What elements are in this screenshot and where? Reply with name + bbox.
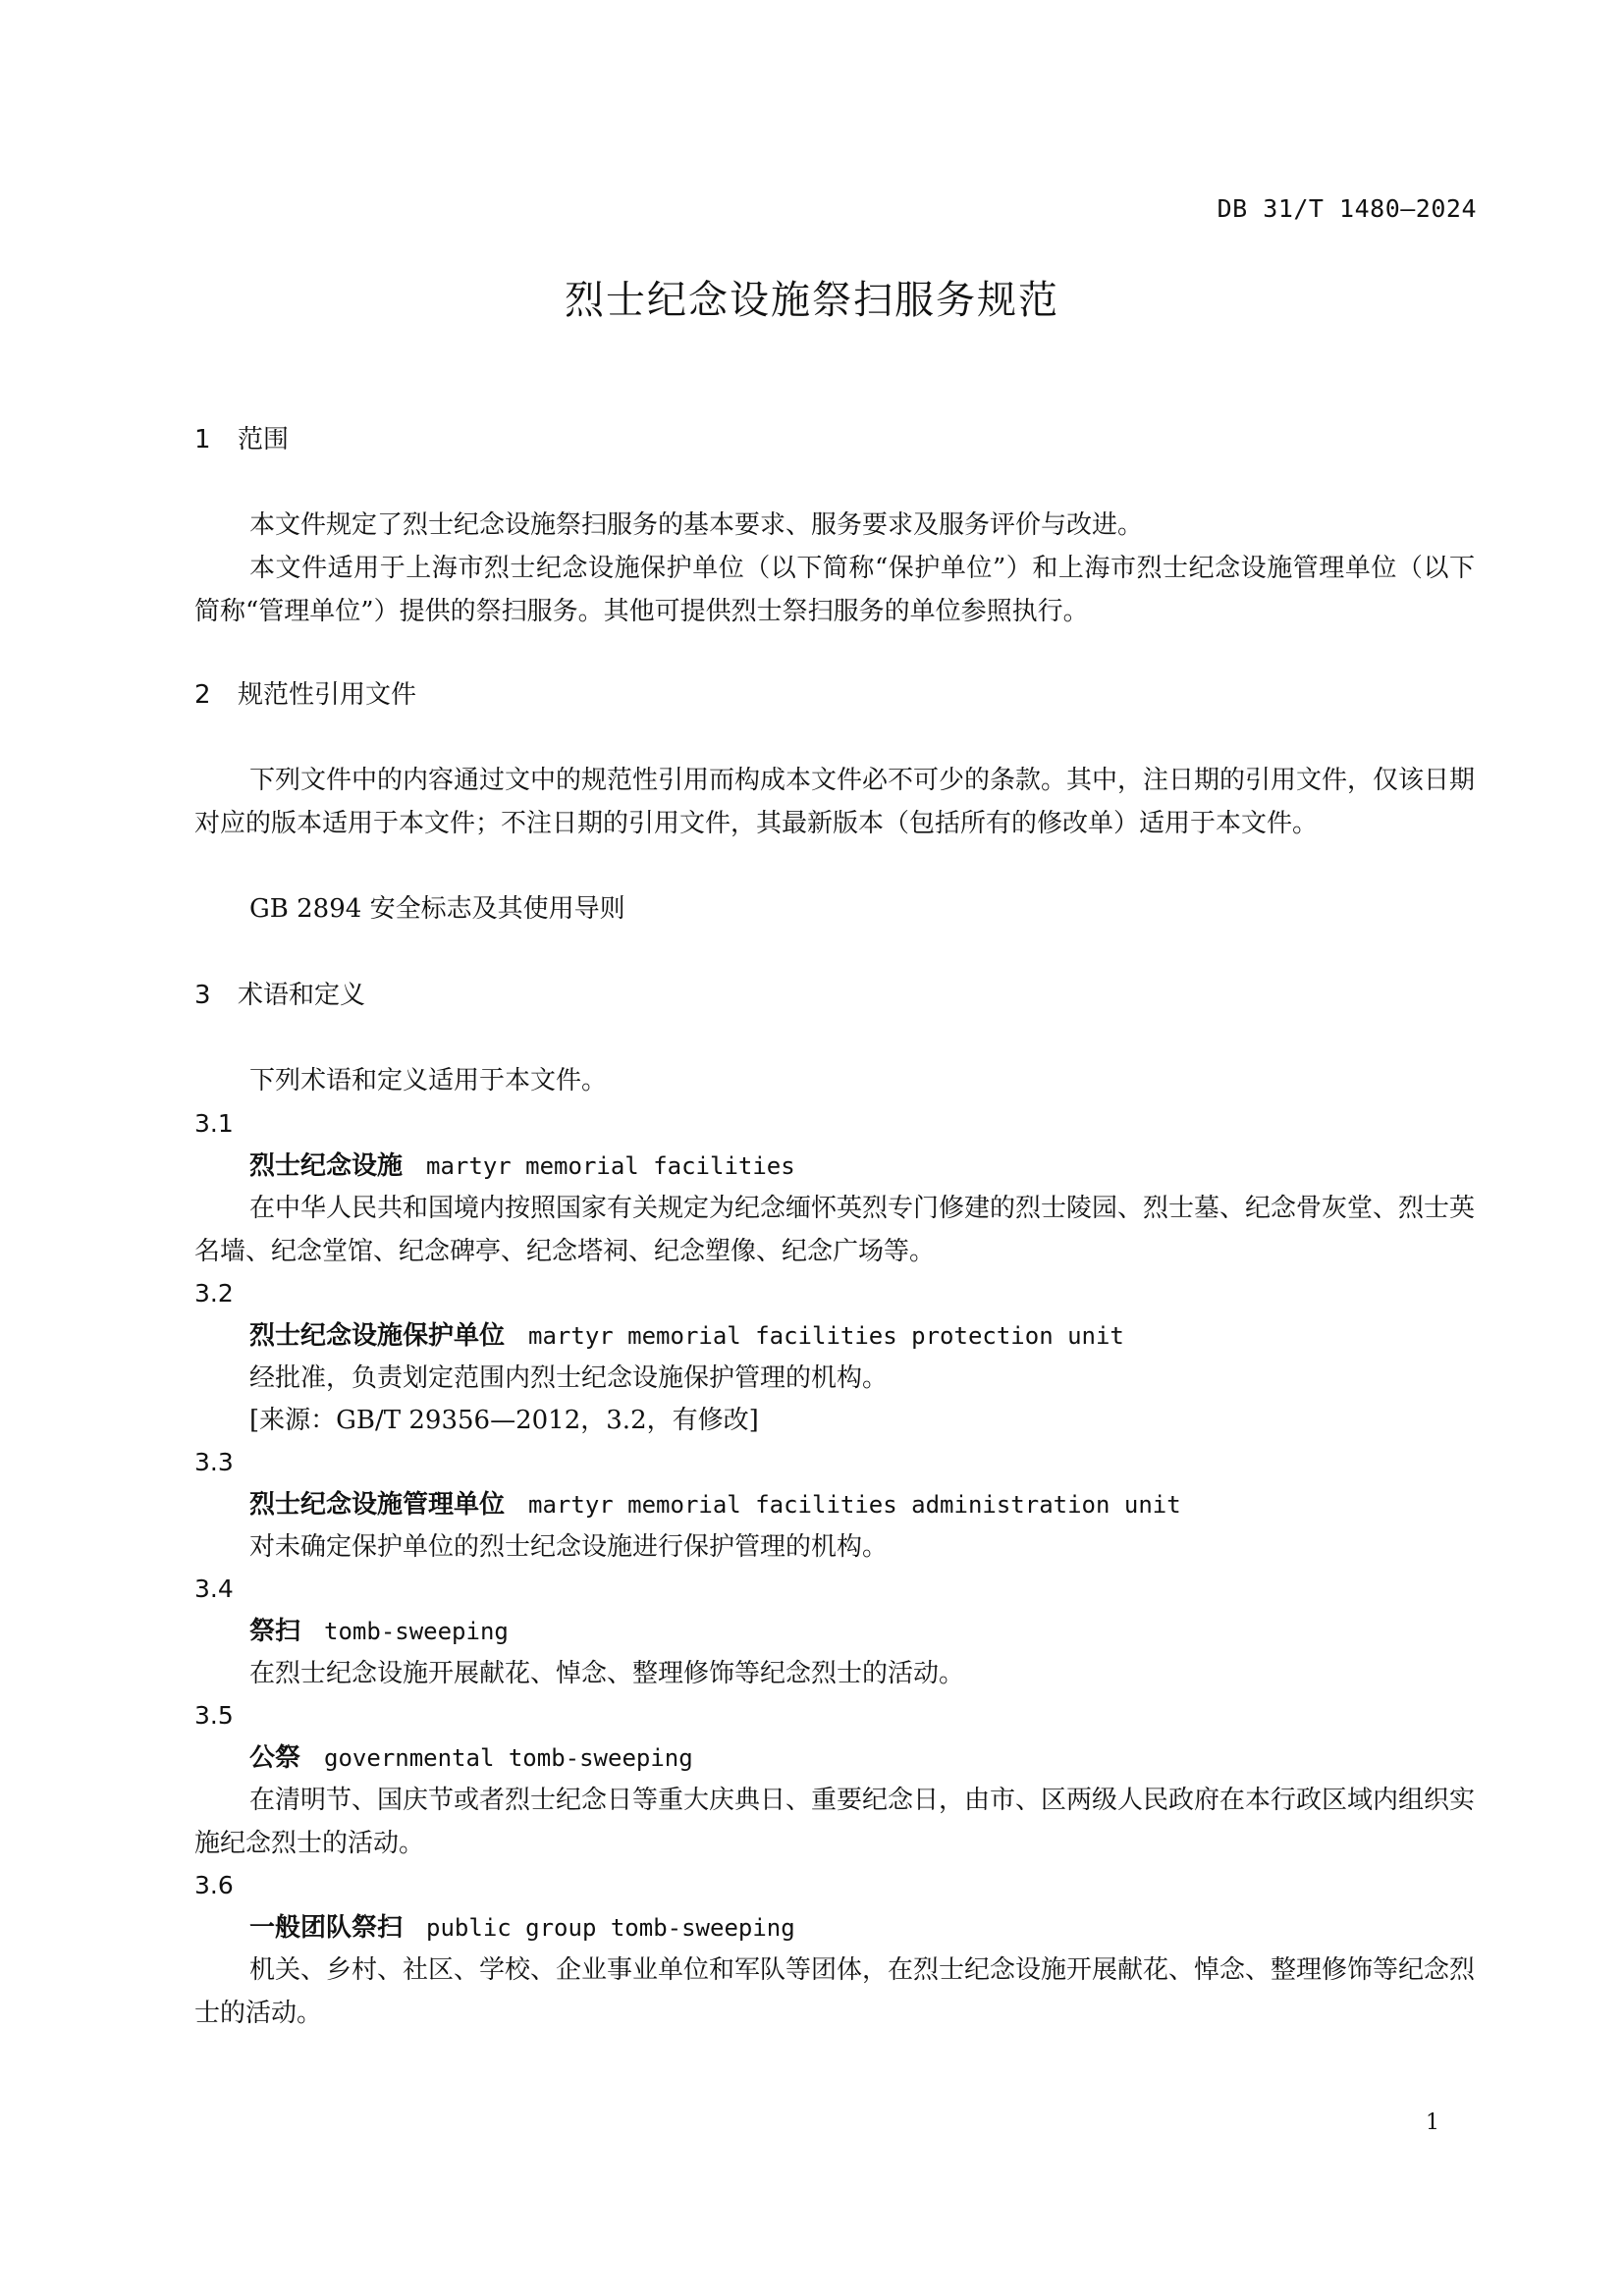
clause-number: 3.5: [194, 1701, 234, 1730]
term-definition: 在清明节、国庆节或者烈士纪念日等重大庆典日、重要纪念日，由市、区两级人民政府在本行政区域内组织实施纪念烈士的活动。: [194, 1786, 1476, 1858]
term-english: martyr memorial facilities: [426, 1152, 795, 1180]
term-english: public group tomb-sweeping: [426, 1914, 795, 1942]
term-entry: [194, 1145, 1526, 1188]
section-1-paragraph-2: 本文件适用于上海市烈士纪念设施保护单位（以下简称“保护单位”）和上海市烈士纪念设施管理单位（以下简称“管理单位”）提供的祭扫服务。其他可提供烈士祭扫服务的单位参照执行。: [194, 554, 1475, 626]
clause-number: 3.6: [194, 1871, 234, 1899]
term-definition: 机关、乡村、社区、学校、企业事业单位和军队等团体，在烈士纪念设施开展献花、悼念、整理修饰等纪念烈士的活动。: [194, 1955, 1476, 2028]
term-source: [来源：GB/T 29356—2012，3.2，有修改]: [249, 1406, 759, 1435]
page-number: 1: [1426, 2110, 1439, 2135]
clause-number: 3.4: [194, 1575, 234, 1603]
term-chinese: 烈士纪念设施保护单位: [249, 1321, 506, 1351]
document-title: 烈士纪念设施祭扫服务规范: [565, 278, 1059, 323]
section-number: 1: [194, 425, 211, 454]
section-number: 2: [194, 680, 211, 710]
term-chinese: 烈士纪念设施管理单位: [249, 1490, 506, 1520]
term-english: tomb-sweeping: [324, 1618, 509, 1645]
term-entry: [194, 1483, 1526, 1526]
section-number: 3: [194, 981, 211, 1010]
term-entry: [194, 1314, 1526, 1358]
section-title: 规范性引用文件: [238, 680, 417, 710]
term-chinese: 一般团队祭扫: [249, 1913, 404, 1943]
section-1-paragraph-1: 本文件规定了烈士纪念设施祭扫服务的基本要求、服务要求及服务评价与改进。: [249, 510, 1144, 540]
term-chinese: 祭扫: [249, 1617, 301, 1646]
standard-number: DB 31/T 1480—2024: [1217, 194, 1477, 223]
term-chinese: 烈士纪念设施: [249, 1151, 404, 1181]
section-2-paragraph-1: 下列文件中的内容通过文中的规范性引用而构成本文件必不可少的条款。其中，注日期的引用文件，仅该日期对应的版本适用于本文件；不注日期的引用文件，其最新版本（包括所有的修改单）适用于本文件。: [194, 766, 1476, 838]
normative-reference: GB 2894 安全标志及其使用导则: [249, 894, 625, 924]
clause-number: 3.3: [194, 1448, 234, 1476]
term-english: governmental tomb-sweeping: [324, 1744, 693, 1772]
term-definition: 经批准，负责划定范围内烈士纪念设施保护管理的机构。: [249, 1363, 889, 1393]
section-1-heading: [194, 418, 1471, 461]
clause-number: 3.1: [194, 1109, 234, 1138]
term-english: martyr memorial facilities protection unit: [528, 1322, 1124, 1350]
term-definition: 在中华人民共和国境内按照国家有关规定为纪念缅怀英烈专门修建的烈士陵园、烈士墓、纪念骨灰堂、烈士英名墙、纪念堂馆、纪念碑亭、纪念塔祠、纪念塑像、纪念广场等。: [194, 1194, 1476, 1266]
term-entry: [194, 1736, 1526, 1780]
section-title: 术语和定义: [238, 981, 366, 1010]
section-3-heading: [194, 974, 1471, 1017]
term-definition: 对未确定保护单位的烈士纪念设施进行保护管理的机构。: [249, 1532, 889, 1562]
section-3-intro: 下列术语和定义适用于本文件。: [249, 1066, 608, 1095]
term-entry: [194, 1906, 1526, 1949]
clause-number: 3.2: [194, 1279, 234, 1308]
term-entry: [194, 1610, 1526, 1653]
term-english: martyr memorial facilities administration unit: [528, 1491, 1181, 1519]
section-title: 范围: [238, 425, 290, 454]
term-chinese: 公祭: [249, 1743, 301, 1773]
section-2-heading: [194, 673, 1471, 717]
term-definition: 在烈士纪念设施开展献花、悼念、整理修饰等纪念烈士的活动。: [249, 1659, 965, 1688]
